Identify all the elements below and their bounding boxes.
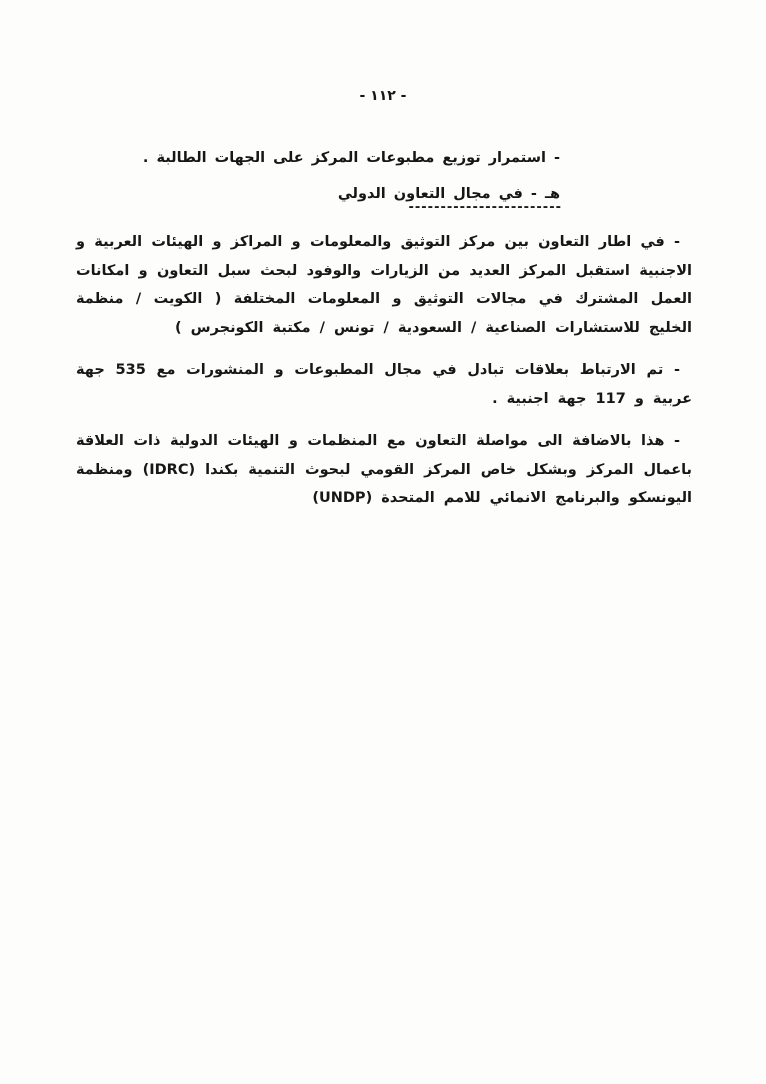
paragraph-cooperation-visits: - في اطار التعاون بين مركز التوثيق والمعلومات و المراكز و الهيئات العربية و الاجنبية استقبل المركز العديد من الزيارات والوفود لبحث سبل التعاون و امكانات العمل المشترك في مجالات التوثيق و المعلومات المختلفة ( الكويت / منظمة الخليج للاستشارات الصناعية / السعودية / تونس / مكتبة الكونجرس ) (76, 234, 692, 336)
section-heading-international-cooperation: هـ - في مجال التعاون الدولي (337, 186, 560, 202)
document-body (0, 146, 766, 513)
bullet-line-publications-distribution: - استمرار توزيع مطبوعات المركز على الجهات الطالبة . (142, 150, 560, 166)
paragraph-exchange-relations: - تم الارتباط بعلاقات تبادل في مجال المطبوعات و المنشورات مع 535 جهة عربية و 117 جهة اجنبية . (76, 362, 692, 407)
heading-underline: ------------------------ (408, 200, 562, 215)
paragraph-international-organizations: - هذا بالاضافة الى مواصلة التعاون مع المنظمات و الهيئات الدولية ذات العلاقة باعمال المركز وبشكل خاص المركز القومي لبحوث التنمية بكندا (IDRC) ومنظمة اليونسكو والبرنامج الانمائي للامم المتحدة (UNDP) (76, 433, 692, 506)
page-number: - ١١٢ - (359, 88, 407, 104)
